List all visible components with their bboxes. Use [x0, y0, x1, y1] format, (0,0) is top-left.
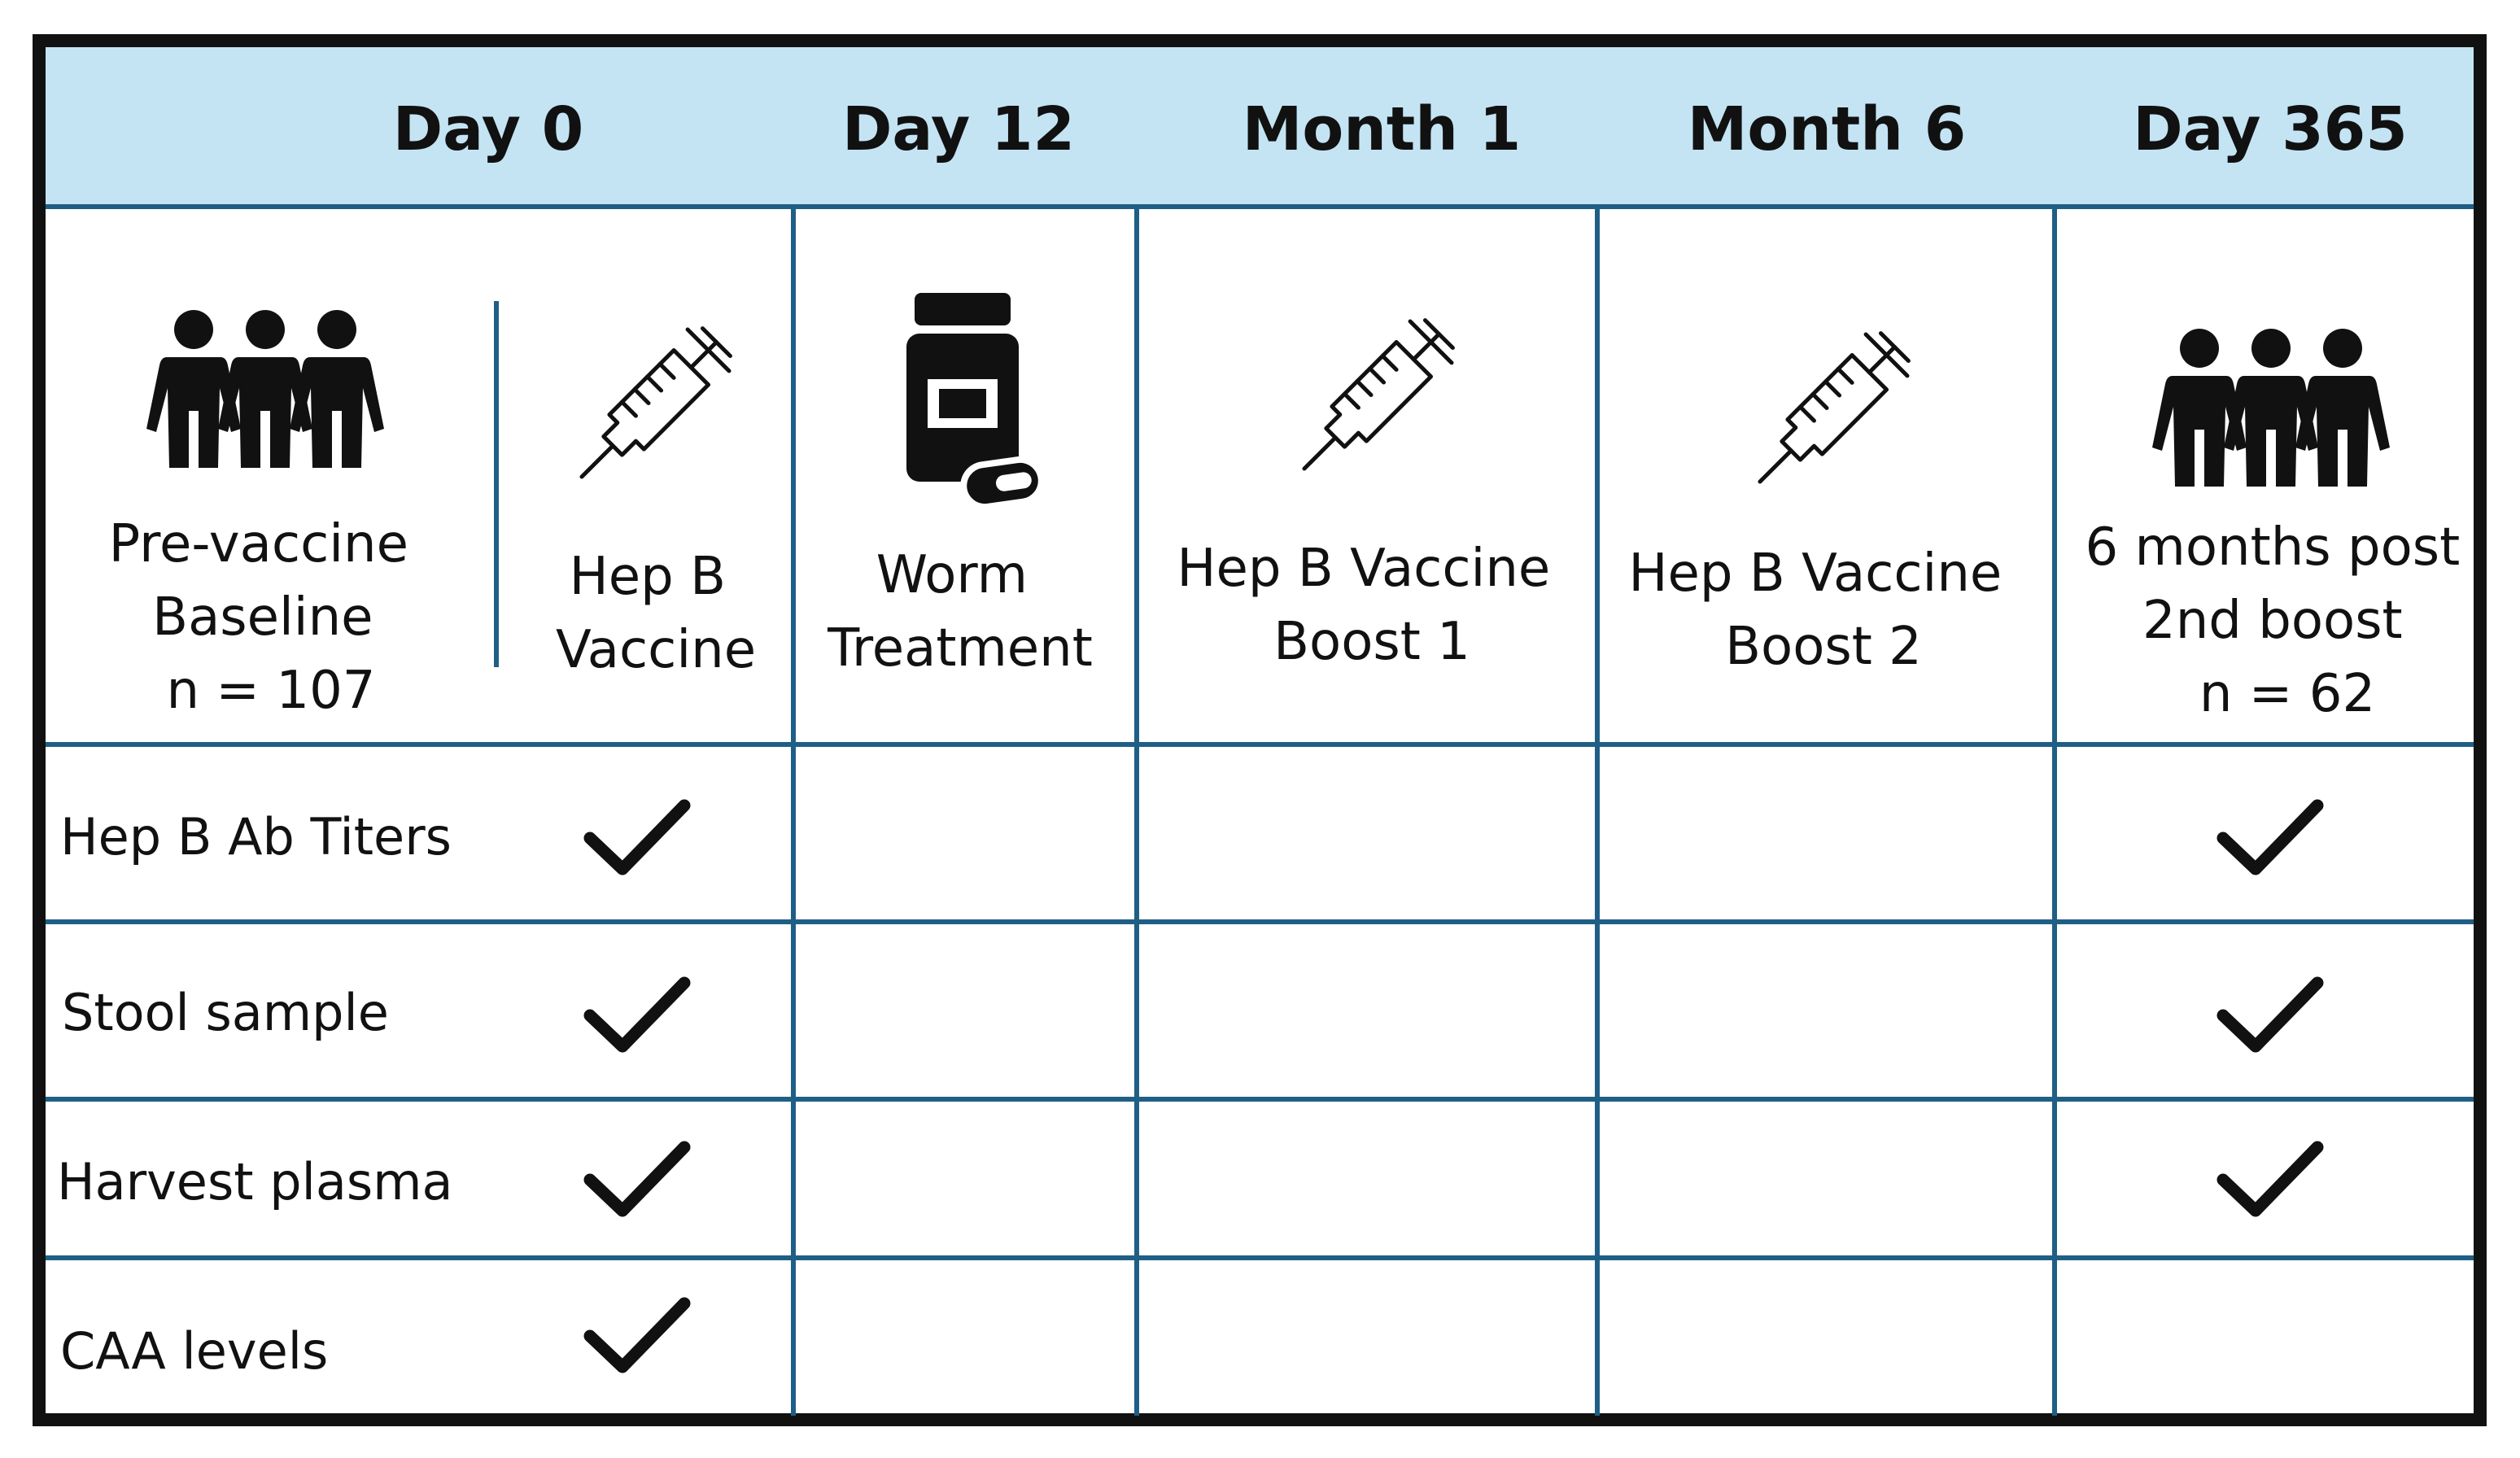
- post-boost-label-line2: 2nd boost: [2142, 591, 2403, 651]
- boost1-label-line2: Boost 1: [1273, 612, 1470, 672]
- worm-treatment-label-line2: Treatment: [828, 618, 1093, 679]
- boost1-label-line1: Hep B Vaccine: [1177, 539, 1551, 599]
- vaccine-label-line2: Vaccine: [555, 620, 757, 680]
- header-day-0: Day 0: [392, 94, 584, 164]
- post-boost-label-line1: 6 months post: [2085, 517, 2461, 578]
- header-day-365: Day 365: [2133, 94, 2408, 164]
- vaccine-label-line1: Hep B: [569, 547, 727, 607]
- row-label-stool-sample: Stool sample: [62, 983, 389, 1042]
- header-month-1: Month 1: [1242, 94, 1522, 164]
- boost2-label-line1: Hep B Vaccine: [1628, 543, 2002, 604]
- header-month-6: Month 6: [1687, 94, 1967, 164]
- row-label-hep-b-ab-titers: Hep B Ab Titers: [60, 807, 452, 867]
- baseline-label-line3: n = 107: [166, 661, 376, 721]
- row-label-harvest-plasma: Harvest plasma: [57, 1152, 453, 1211]
- row-label-caa-levels: CAA levels: [60, 1321, 329, 1381]
- worm-treatment-label-line1: Worm: [876, 545, 1028, 605]
- outer-frame: [39, 41, 2480, 1420]
- post-boost-label-line3: n = 62: [2199, 664, 2376, 724]
- baseline-label-line2: Baseline: [152, 587, 373, 648]
- header-day-12: Day 12: [841, 94, 1076, 164]
- baseline-label-line1: Pre-vaccine: [108, 514, 408, 574]
- boost2-label-line2: Boost 2: [1725, 617, 1922, 677]
